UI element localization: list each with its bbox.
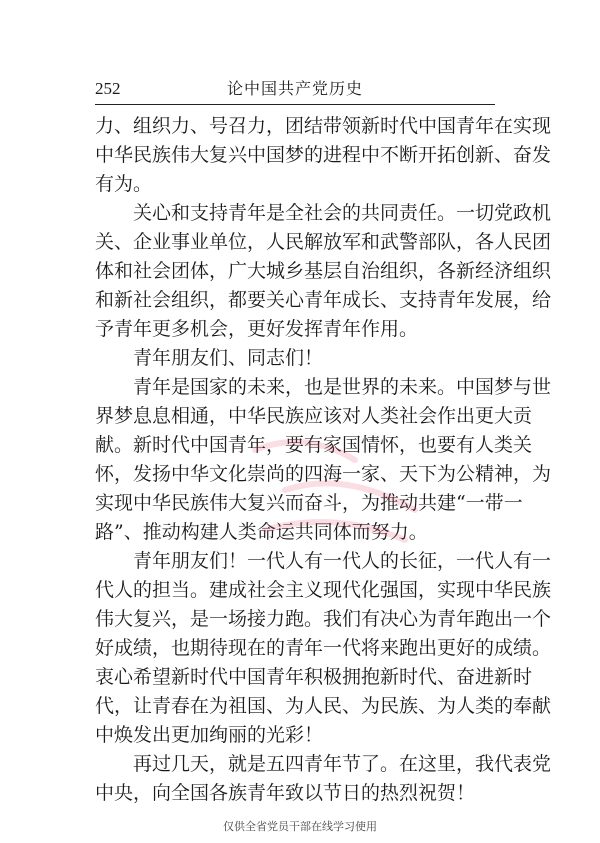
text-line: 予青年更多机会，更好发挥青年作用。 (95, 318, 419, 340)
text-line: 衷心希望新时代中国青年积极拥抱新时代、奋进新时 (95, 666, 533, 688)
text-line: 再过几天，就是五四青年节了。在这里，我代表党 (133, 753, 552, 775)
page-header (95, 78, 495, 102)
text-line: 伟大复兴，是一场接力跑。我们有决心为青年跑出一个 (95, 608, 552, 630)
text-line: 有为。 (95, 173, 153, 195)
text-line: 关心和支持青年是全社会的共同责任。一切党政机 (133, 202, 552, 224)
text-line: 献。新时代中国青年，要有家国情怀，也要有人类关 (95, 434, 533, 456)
text-line: 中央，向全国各族青年致以节日的热烈祝贺！ (95, 782, 476, 804)
text-line: 怀，发扬中华文化崇尚的四海一家、天下为公精神，为 (95, 463, 552, 485)
text-line: 好成绩，也期待现在的青年一代将来跑出更好的成绩。 (95, 637, 552, 659)
text-line: 青年是国家的未来，也是世界的未来。中国梦与世 (133, 376, 552, 398)
text-line: 界梦息息相通，中华民族应该对人类社会作出更大贡 (95, 405, 533, 427)
page-number: 252 (95, 79, 121, 98)
running-title: 论中国共产党历史 (226, 79, 363, 98)
text-line: 代，让青春在为祖国、为人民、为民族、为人类的奉献 (95, 695, 552, 717)
text-line: 中焕发出更加绚丽的光彩！ (95, 724, 324, 746)
text-line: 青年朋友们！一代人有一代人的长征，一代人有一 (133, 550, 552, 572)
text-line: 关、企业事业单位，人民解放军和武警部队，各人民团 (95, 231, 552, 253)
footer-note: 仅供全省党员干部在线学习使用 (223, 820, 377, 833)
text-line: 体和社会团体，广大城乡基层自治组织，各新经济组织 (95, 260, 552, 282)
text-line: 路”、推动构建人类命运共同体而努力。 (95, 521, 428, 543)
header-rule (95, 104, 495, 105)
text-line: 中华民族伟大复兴中国梦的进程中不断开拓创新、奋发 (95, 144, 552, 166)
body-text (95, 112, 552, 808)
text-line: 实现中华民族伟大复兴而奋斗，为推动共建“一带一 (95, 492, 523, 514)
text-line: 力、组织力、号召力，团结带领新时代中国青年在实现 (95, 115, 552, 137)
text-line: 和新社会组织，都要关心青年成长、支持青年发展，给 (95, 289, 552, 311)
text-line: 代人的担当。建成社会主义现代化强国，实现中华民族 (95, 579, 552, 601)
text-line: 青年朋友们、同志们！ (133, 347, 324, 369)
